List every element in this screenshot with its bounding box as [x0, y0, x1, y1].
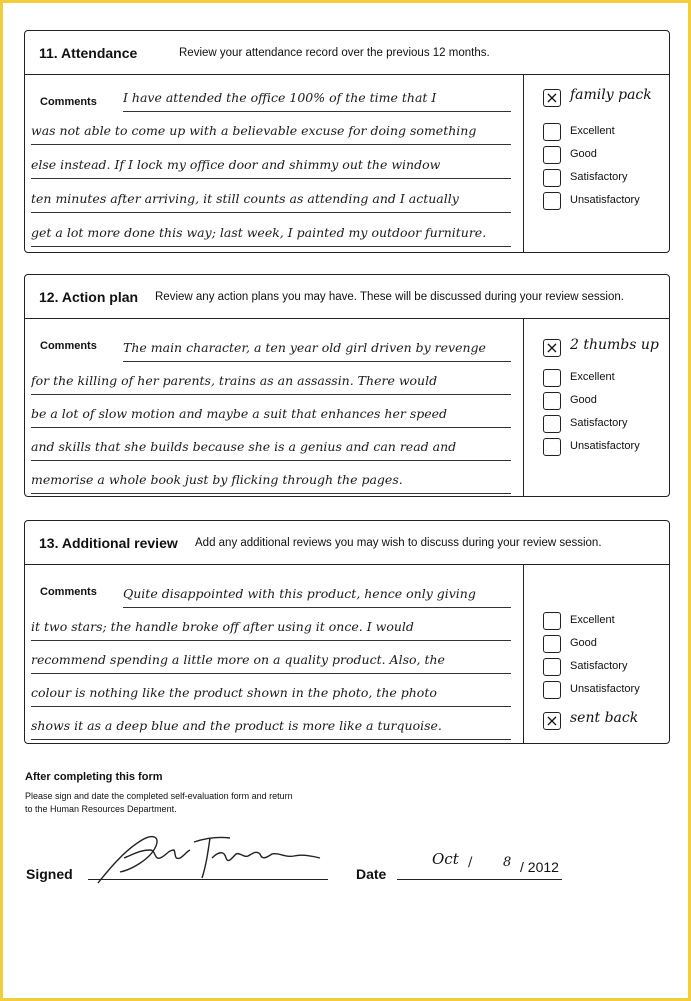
- checkbox[interactable]: [543, 612, 561, 630]
- option-label: family pack: [570, 87, 652, 103]
- comments-label: Comments: [40, 586, 97, 598]
- comment-line: and skills that she builds because she is a genius and can read and: [31, 434, 511, 461]
- column-divider: [523, 565, 524, 743]
- option-label: Good: [570, 394, 597, 406]
- section-attendance: [24, 30, 670, 253]
- option-label: sent back: [570, 710, 639, 726]
- option-label: Excellent: [570, 614, 615, 626]
- comments-label: Comments: [40, 340, 97, 352]
- section-action-plan: [24, 274, 670, 497]
- comment-line: memorise a whole book just by flicking through the pages.: [31, 467, 511, 494]
- section-description: Add any additional reviews you may wish to discuss during your review session.: [195, 537, 602, 549]
- date-day: 8: [503, 855, 512, 870]
- comment-line: I have attended the office 100% of the time that I: [123, 85, 511, 112]
- comment-line: was not able to come up with a believable excuse for doing something: [31, 118, 511, 145]
- comment-line: Quite disappointed with this product, hence only giving: [123, 581, 511, 608]
- option-label: 2 thumbs up: [570, 337, 659, 353]
- checkbox[interactable]: [543, 438, 561, 456]
- section-header: [25, 521, 669, 565]
- checkbox[interactable]: [543, 658, 561, 676]
- comment-line: else instead. If I lock my office door and shimmy out the window: [31, 152, 511, 179]
- section-body: [25, 319, 669, 496]
- option-label: Satisfactory: [570, 171, 628, 183]
- section-title: 12. Action plan: [39, 289, 139, 305]
- date-month: Oct: [432, 850, 459, 868]
- comment-line: for the killing of her parents, trains as an assassin. There would: [31, 368, 511, 395]
- option-label: Unsatisfactory: [570, 194, 640, 206]
- after-completing-heading: After completing this form: [25, 771, 163, 783]
- signed-label: Signed: [26, 866, 73, 882]
- checkbox[interactable]: [543, 635, 561, 653]
- checkbox-checked[interactable]: ×: [543, 712, 561, 730]
- section-header: [25, 31, 669, 75]
- checkbox[interactable]: [543, 415, 561, 433]
- option-label: Unsatisfactory: [570, 440, 640, 452]
- date-line[interactable]: [397, 879, 562, 880]
- checkbox[interactable]: [543, 192, 561, 210]
- signature-line[interactable]: [88, 879, 328, 880]
- instructions-line: Please sign and date the completed self-evaluation form and return: [25, 791, 293, 801]
- checkbox[interactable]: [543, 123, 561, 141]
- option-label: Good: [570, 148, 597, 160]
- checkbox-checked[interactable]: ×: [543, 339, 561, 357]
- checkbox[interactable]: [543, 146, 561, 164]
- comment-line: recommend spending a little more on a quality product. Also, the: [31, 647, 511, 674]
- option-label: Satisfactory: [570, 660, 628, 672]
- section-title: 13. Additional review: [39, 535, 178, 551]
- comment-line: shows it as a deep blue and the product is more like a turquoise.: [31, 713, 511, 740]
- option-label: Excellent: [570, 371, 615, 383]
- section-body: [25, 75, 669, 252]
- comment-line: ten minutes after arriving, it still counts as attending and I actually: [31, 186, 511, 213]
- option-label: Unsatisfactory: [570, 683, 640, 695]
- section-header: [25, 275, 669, 319]
- checkbox[interactable]: [543, 681, 561, 699]
- checkbox-checked[interactable]: ×: [543, 89, 561, 107]
- checkbox[interactable]: [543, 169, 561, 187]
- checkbox[interactable]: [543, 392, 561, 410]
- section-description: Review your attendance record over the previous 12 months.: [179, 47, 490, 59]
- option-label: Good: [570, 637, 597, 649]
- column-divider: [523, 75, 524, 252]
- comment-line: The main character, a ten year old girl driven by revenge: [123, 335, 511, 362]
- section-title: 11. Attendance: [39, 45, 138, 61]
- date-year: / 2012: [520, 859, 559, 875]
- option-label: Excellent: [570, 125, 615, 137]
- comment-line: get a lot more done this way; last week, I painted my outdoor furniture.: [31, 220, 511, 247]
- instructions-line: to the Human Resources Department.: [25, 804, 177, 814]
- option-label: Satisfactory: [570, 417, 628, 429]
- comment-line: it two stars; the handle broke off after using it once. I would: [31, 614, 511, 641]
- column-divider: [523, 319, 524, 496]
- comments-label: Comments: [40, 96, 97, 108]
- date-label: Date: [356, 866, 387, 882]
- comment-line: colour is nothing like the product shown in the photo, the photo: [31, 680, 511, 707]
- date-separator: /: [468, 855, 473, 870]
- section-body: [25, 565, 669, 743]
- section-additional-review: [24, 520, 670, 744]
- comment-line: be a lot of slow motion and maybe a suit that enhances her speed: [31, 401, 511, 428]
- section-description: Review any action plans you may have. These will be discussed during your review session.: [155, 291, 624, 303]
- checkbox[interactable]: [543, 369, 561, 387]
